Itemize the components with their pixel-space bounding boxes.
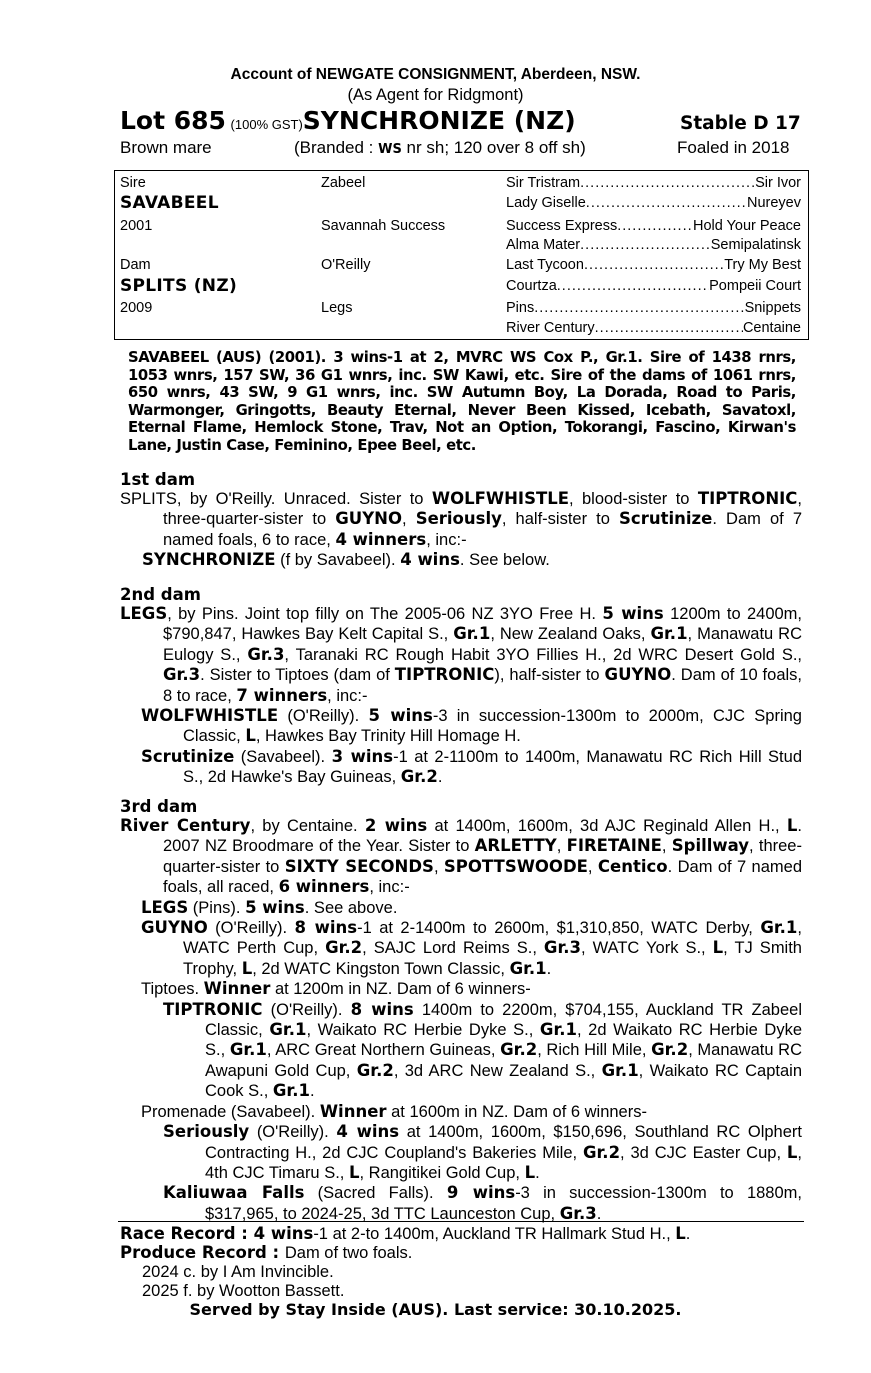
- gen3-row: Sir Tristram ..... Sir Ivor: [506, 175, 801, 191]
- foal-entry: 2024 c. by I Am Invincible.: [142, 1263, 334, 1281]
- foaled-year: Foaled in 2018: [677, 138, 790, 157]
- sire-year: 2001: [120, 218, 153, 234]
- lot-title: [120, 106, 576, 135]
- consignor-line: Account of NEWGATE CONSIGNMENT, Aberdeen, NSW.: [230, 66, 641, 83]
- sire-dam: Savannah Success: [321, 218, 446, 234]
- lot-number: Lot 685: [120, 106, 226, 135]
- dam-label: Dam: [120, 257, 151, 273]
- color-sex: Brown mare: [120, 138, 212, 157]
- agent-line: (As Agent for Ridgmont): [347, 86, 524, 104]
- dam-dam: Legs: [321, 300, 353, 316]
- brand-info: (Branded : WS nr sh; 120 over 8 off sh): [294, 138, 586, 157]
- gen3-row: Courtza ..... Pompeii Court: [506, 278, 801, 294]
- second-dam-text: LEGS, by Pins. Joint top filly on The 2005-06 NZ 3YO Free H. 5 wins 1200m to 2400m, $790,847, Hawkes Bay Kelt Capital S., Gr.1, New Zealand Oaks, Gr.1, Manawatu RC Eulogy S., Gr.3, Taranaki RC Rough Habit 3YO Fillies H., 2d WRC Desert Gold S., Gr.3. Sister to Tiptoes (dam of TIPTRONIC), half-sister to GUYNO. Dam of 10 foals, 8 to race, 7 winners, inc:- WOLFWHISTLE (O'Reilly). 5 wins-3 in succession-1300m to 2000m, CJC Spring Classic, L, Hawkes Bay Trinity Hill Homage H. Scrutinize (Savabeel). 3 wins-1 at 2-1100m to 1400m, Manawatu RC Rich Hill Stud S., 2d Hawke's Bay Guineas, Gr.2.: [120, 604, 803, 787]
- dam-year: 2009: [120, 300, 153, 316]
- divider: [118, 1221, 804, 1222]
- stable-number: Stable D 17: [680, 113, 801, 134]
- section-heading: 3rd dam: [120, 797, 198, 816]
- gen3-row: Pins ..... Snippets: [506, 300, 801, 316]
- foal-entry: 2025 f. by Wootton Bassett.: [142, 1282, 345, 1300]
- service-note: Served by Stay Inside (AUS). Last service: 30.10.2025.: [189, 1300, 682, 1319]
- sire-summary: SAVABEEL (AUS) (2001). 3 wins-1 at 2, MVRC WS Cox P., Gr.1. Sire of 1438 rnrs, 1053 wnrs, 157 SW, 36 G1 wnrs, inc. SW Kawi, etc. Sire of the dams of 1061 rnrs, 650 wnrs, 43 SW, 9 G1 wnrs, inc. SW Autumn Boy, La Dorada, Road to Paris, Warmonger, Gringotts, Beauty Eternal, Never Been Kissed, Icebath, Savatoxl, Eternal Flame, Hemlock Stone, Trav, Not an Option, Tokorangi, Fascino, Kirwan's Lane, Justin Case, Feminino, Epee Beel, etc.: [128, 349, 796, 454]
- gst-note: (100% GST): [230, 117, 303, 132]
- section-heading: 1st dam: [120, 470, 196, 489]
- horse-name: SYNCHRONIZE (NZ): [302, 106, 576, 135]
- race-record: Race Record : 4 wins-1 at 2-to 1400m, Auckland TR Hallmark Stud H., L.: [120, 1224, 691, 1243]
- third-dam-text: River Century, by Centaine. 2 wins at 1400m, 1600m, 3d AJC Reginald Allen H., L. 2007 NZ Broodmare of the Year. Sister to ARLETTY, FIRETAINE, Spillway, three-quarter-sister to SIXTY SECONDS, SPOTTSWOODE, Centico. Dam of 7 named foals, all raced, 6 winners, inc:- LEGS (Pins). 5 wins. See above. GUYNO (O'Reilly). 8 wins-1 at 2-1400m to 2600m, $1,310,850, WATC Derby, Gr.1, WATC Perth Cup, Gr.2, SAJC Lord Reims S., Gr.3, WATC York S., L, TJ Smith Trophy, L, 2d WATC Kingston Town Classic, Gr.1. Tiptoes. Winner at 1200m in NZ. Dam of 6 winners- TIPTRONIC (O'Reilly). 8 wins 1400m to 2200m, $704,155, Auckland TR Zabeel Classic, Gr.1, Waikato RC Herbie Dyke S., Gr.1, 2d Waikato RC Herbie Dyke S., Gr.1, ARC Great Northern Guineas, Gr.2, Rich Hill Mile, Gr.2, Manawatu RC Awapuni Gold Cup, Gr.2, 3d ARC New Zealand S., Gr.1, Waikato RC Captain Cook S., Gr.1. Promenade (Savabeel). Winner at 1600m in NZ. Dam of 6 winners- Seriously (O'Reilly). 4 wins at 1400m, 1600m, $150,696, Southland RC Olphert Contracting H., 2d CJC Coupland's Bakeries Mile, Gr.2, 3d CJC Easter Cup, L, 4th CJC Timaru S., L, Rangitikei Gold Cup, L. Kaliuwaa Falls (Sacred Falls). 9 wins-3 in succession-1300m to 1880m, $317,965, to 2024-25, 3d TTC Launceston Cup, Gr.3.: [120, 816, 803, 1223]
- first-dam-text: SPLITS, by O'Reilly. Unraced. Sister to WOLFWHISTLE, blood-sister to TIPTRONIC, three-quarter-sister to GUYNO, Seriously, half-sister to Scrutinize. Dam of 7 named foals, 6 to race, 4 winners, inc:- SYNCHRONIZE (f by Savabeel). 4 wins. See below.: [120, 489, 802, 570]
- produce-record: Produce Record : Dam of two foals.: [120, 1243, 413, 1262]
- sire-name: SAVABEEL: [120, 193, 219, 213]
- gen3-row: Success Express ..... Hold Your Peace: [506, 218, 801, 234]
- gen3-row: Alma Mater ..... Semipalatinsk: [506, 237, 801, 253]
- dam-name: SPLITS (NZ): [120, 276, 238, 296]
- sire-sire: Zabeel: [321, 175, 366, 191]
- section-heading: 2nd dam: [120, 585, 201, 604]
- brand-mark: WS: [378, 142, 402, 157]
- sire-label: Sire: [120, 175, 146, 191]
- dam-sire: O'Reilly: [321, 257, 371, 273]
- gen3-row: River Century ..... Centaine: [506, 320, 801, 336]
- gen3-row: Last Tycoon ..... Try My Best: [506, 257, 801, 273]
- gen3-row: Lady Giselle ..... Nureyev: [506, 195, 801, 211]
